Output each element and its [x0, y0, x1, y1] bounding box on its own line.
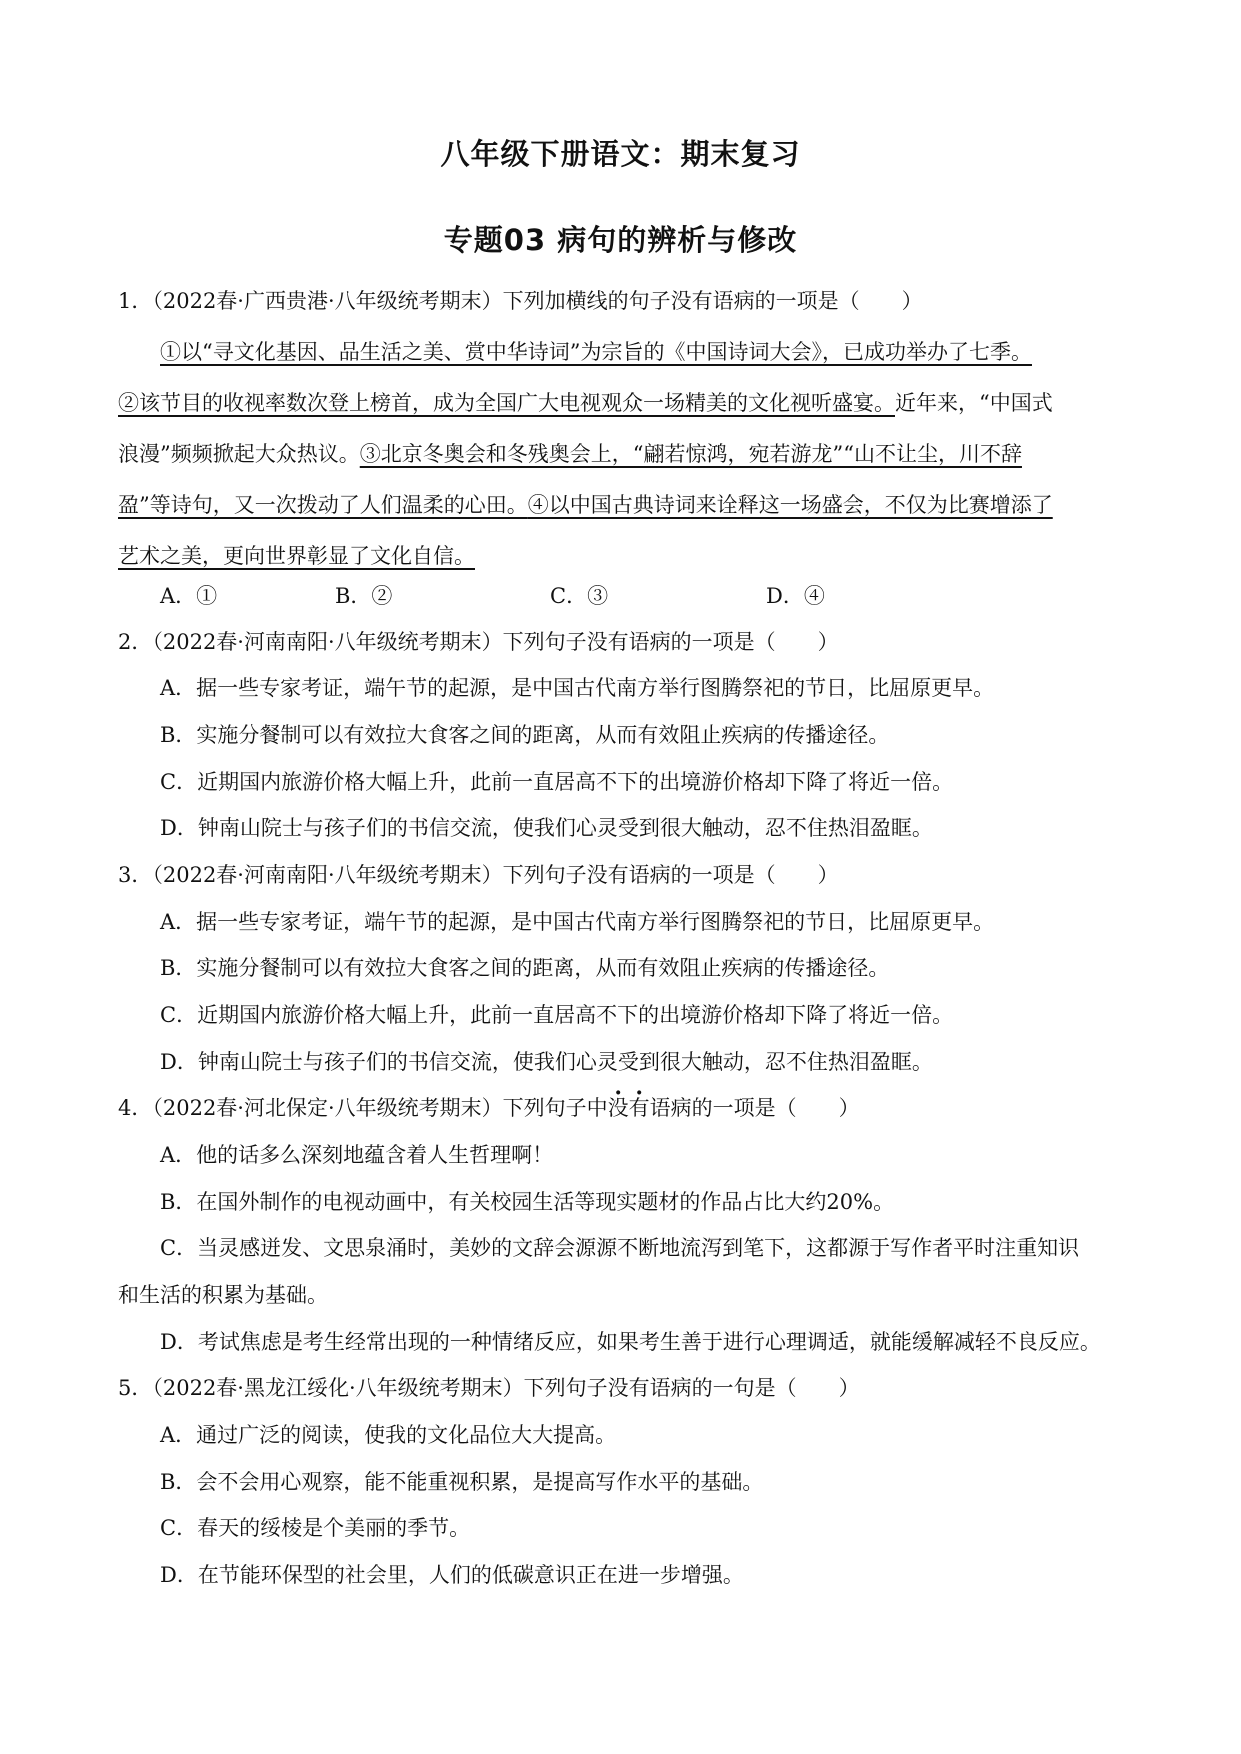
page-title: 八年级下册语文：期末复习 — [440, 137, 801, 171]
question-5-option-a: A．通过广泛的阅读，使我的文化品位大大提高。 — [160, 1423, 617, 1447]
question-2-stem: 2．（2022春·河南南阳·八年级统考期末）下列句子没有语病的一项是（ ） — [118, 630, 839, 654]
question-5-option-d: D．在节能环保型的社会里，人们的低碳意识正在进一步增强。 — [160, 1563, 744, 1587]
underlined-sentence-3-end: 盈”等诗句，又一次拨动了人们温柔的心田。 — [118, 493, 528, 517]
question-1-option-a: A．① — [160, 584, 218, 608]
question-4-option-d: D．考试焦虑是考生经常出现的一种情绪反应，如果考生善于进行心理调适，就能缓解减轻不良反应。 — [160, 1330, 1101, 1354]
question-3-option-b: B．实施分餐制可以有效拉大食客之间的距离，从而有效阻止疾病的传播途径。 — [160, 956, 890, 980]
underlined-sentence-4: ④以中国古典诗词来诠释这一场盛会，不仅为比赛增添了 — [527, 493, 1053, 517]
page-subtitle: 专题03 病句的辨析与修改 — [443, 223, 798, 257]
question-1-passage-line-3 — [118, 439, 1022, 469]
plain-text: 浪漫”频频掀起大众热议。 — [118, 442, 360, 466]
question-1-passage-line-1: ①以“寻文化基因、品生活之美、赏中华诗词”为宗旨的《中国诗词大会》，已成功举办了七季。 — [160, 340, 1032, 364]
emphasis-dot-char: 没 — [607, 1096, 629, 1120]
question-1-option-b: B．② — [335, 584, 393, 608]
plain-text: 近年来，“中国式 — [895, 391, 1053, 415]
question-3-option-c: C．近期国内旅游价格大幅上升，此前一直居高不下的出境游价格却下降了将近一倍。 — [160, 1003, 954, 1027]
underlined-sentence-3: ③北京冬奥会和冬残奥会上，“翩若惊鸿，宛若游龙”“山不让尘，川不辞 — [359, 442, 1022, 466]
question-1-option-d: D．④ — [766, 584, 825, 608]
stem-text: 语病的一项是（ ） — [649, 1096, 860, 1120]
question-2-option-c: C．近期国内旅游价格大幅上升，此前一直居高不下的出境游价格却下降了将近一倍。 — [160, 770, 954, 794]
stem-text: 4．（2022春·河北保定·八年级统考期末）下列句子中 — [118, 1096, 608, 1120]
question-1-passage-line-2 — [118, 388, 1053, 418]
question-1-passage-line-4 — [118, 490, 1053, 520]
question-2-option-b: B．实施分餐制可以有效拉大食客之间的距离，从而有效阻止疾病的传播途径。 — [160, 723, 890, 747]
question-2-option-d: D．钟南山院士与孩子们的书信交流，使我们心灵受到很大触动，忍不住热泪盈眶。 — [160, 816, 933, 840]
question-5-stem: 5．（2022春·黑龙江绥化·八年级统考期末）下列句子没有语病的一句是（ ） — [118, 1376, 860, 1400]
question-1-stem: 1．（2022春·广西贵港·八年级统考期末）下列加横线的句子没有语病的一项是（ ） — [118, 289, 923, 313]
question-4-option-c-line-2: 和生活的积累为基础。 — [118, 1283, 328, 1307]
question-4-stem — [118, 1093, 860, 1123]
question-3-stem: 3．（2022春·河南南阳·八年级统考期末）下列句子没有语病的一项是（ ） — [118, 863, 839, 887]
question-1-option-c: C．③ — [550, 584, 609, 608]
question-1-passage-line-5: 艺术之美，更向世界彰显了文化自信。 — [118, 544, 475, 568]
question-3-option-a: A．据一些专家考证，端午节的起源，是中国古代南方举行图腾祭祀的节日，比屈原更早。 — [160, 910, 995, 934]
question-4-option-c-line-1: C．当灵感迸发、文思泉涌时，美妙的文辞会源源不断地流泻到笔下，这都源于写作者平时注重知识 — [160, 1236, 1080, 1260]
question-5-option-b: B．会不会用心观察，能不能重视积累，是提高写作水平的基础。 — [160, 1470, 764, 1494]
question-5-option-c: C．春天的绥棱是个美丽的季节。 — [160, 1516, 471, 1540]
question-3-option-d: D．钟南山院士与孩子们的书信交流，使我们心灵受到很大触动，忍不住热泪盈眶。 — [160, 1050, 933, 1074]
underlined-sentence-2: ②该节目的收视率数次登上榜首，成为全国广大电视观众一场精美的文化视听盛宴。 — [118, 391, 895, 415]
question-4-option-b: B．在国外制作的电视动画中，有关校园生活等现实题材的作品占比大约20%。 — [160, 1190, 895, 1214]
question-2-option-a: A．据一些专家考证，端午节的起源，是中国古代南方举行图腾祭祀的节日，比屈原更早。 — [160, 676, 995, 700]
question-4-option-a: A．他的话多么深刻地蕴含着人生哲理啊！ — [160, 1143, 554, 1167]
emphasis-dot-char: 有 — [628, 1096, 650, 1120]
